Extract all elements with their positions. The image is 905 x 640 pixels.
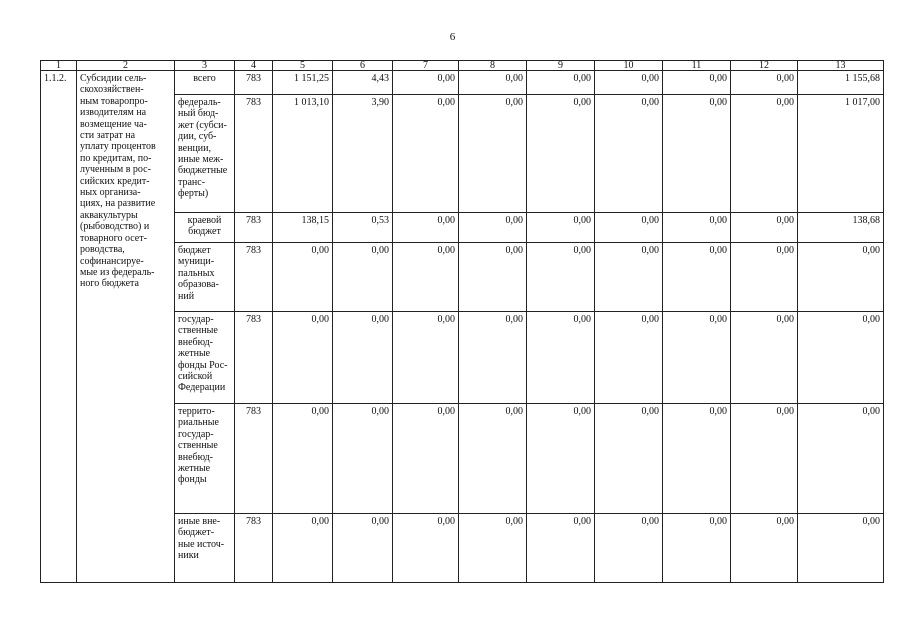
value-cell: 0,00 [459,95,527,213]
column-header: 9 [527,61,595,71]
value-cell: 0,00 [731,213,798,243]
value-cell: 0,00 [731,95,798,213]
value-cell: 0,00 [393,71,459,95]
value-cell: 0,00 [798,312,884,404]
value-cell: 0,00 [393,514,459,583]
value-cell: 1 013,10 [273,95,333,213]
value-cell: 0,00 [459,243,527,312]
value-cell: 0,00 [459,312,527,404]
value-cell: 0,00 [663,213,731,243]
value-cell: 0,00 [459,71,527,95]
column-header: 1 [41,61,77,71]
value-cell: 1 151,25 [273,71,333,95]
column-header: 4 [235,61,273,71]
value-cell: 0,00 [595,213,663,243]
column-header: 11 [663,61,731,71]
value-cell: 0,00 [333,514,393,583]
value-cell: 0,00 [393,95,459,213]
funding-source: иные вне- бюджет- ные источ- ники [175,514,235,583]
value-cell: 0,00 [731,71,798,95]
column-header: 10 [595,61,663,71]
value-cell: 0,00 [393,213,459,243]
value-cell: 0,00 [527,514,595,583]
funding-source: всего [175,71,235,95]
value-cell: 0,00 [333,404,393,514]
value-cell: 0,00 [393,243,459,312]
code-cell: 783 [235,312,273,404]
value-cell: 0,00 [595,404,663,514]
value-cell: 0,00 [273,404,333,514]
column-header: 5 [273,61,333,71]
code-cell: 783 [235,71,273,95]
value-cell: 0,00 [393,404,459,514]
value-cell: 0,00 [663,95,731,213]
value-cell: 0,00 [273,243,333,312]
column-header: 7 [393,61,459,71]
item-number: 1.1.2. [41,71,77,583]
value-cell: 0,00 [393,312,459,404]
value-cell: 0,00 [595,71,663,95]
item-description: Субсидии сель- скохозяйствен- ным товаропро- изводителям на возмещение ча- сти затрат на уплату процентов по кредитам, по- лученным в рос- сийских кредит- ных организа- циях, на развитие аквакультуры (рыбоводство) и товарного осет- роводства, софинансируе- мые из федераль- ного бюджета [77,71,175,583]
value-cell: 0,00 [663,71,731,95]
funding-source: краевой бюджет [175,213,235,243]
column-header: 8 [459,61,527,71]
page-number: 6 [449,31,456,43]
code-cell: 783 [235,404,273,514]
value-cell: 0,00 [459,404,527,514]
value-cell: 1 017,00 [798,95,884,213]
column-header: 2 [77,61,175,71]
funding-source: террито- риальные государ- ственные внебюд- жетные фонды [175,404,235,514]
value-cell: 0,00 [333,312,393,404]
table-row [41,71,884,95]
value-cell: 0,00 [333,243,393,312]
value-cell: 0,00 [731,243,798,312]
value-cell: 4,43 [333,71,393,95]
value-cell: 0,00 [798,514,884,583]
column-number-row [41,61,884,71]
value-cell: 0,00 [731,514,798,583]
code-cell: 783 [235,243,273,312]
code-cell: 783 [235,213,273,243]
value-cell: 0,00 [459,213,527,243]
value-cell: 0,00 [595,95,663,213]
value-cell: 0,00 [527,312,595,404]
value-cell: 0,00 [527,243,595,312]
value-cell: 0,00 [798,404,884,514]
value-cell: 0,00 [595,514,663,583]
funding-source: бюджет муници- пальных образова- ний [175,243,235,312]
value-cell: 0,00 [527,95,595,213]
column-header: 13 [798,61,884,71]
value-cell: 0,00 [595,312,663,404]
value-cell: 0,00 [731,312,798,404]
value-cell: 0,00 [663,404,731,514]
budget-table [40,60,884,583]
funding-source: федераль- ный бюд- жет (субси- дии, суб- венции, иные меж- бюджетные транс- ферты) [175,95,235,213]
value-cell: 0,00 [527,71,595,95]
funding-source: государ- ственные внебюд- жетные фонды Рос- сийской Федерации [175,312,235,404]
code-cell: 783 [235,95,273,213]
value-cell: 0,00 [595,243,663,312]
value-cell: 0,00 [663,312,731,404]
value-cell: 0,00 [273,312,333,404]
value-cell: 0,53 [333,213,393,243]
value-cell: 1 155,68 [798,71,884,95]
column-header: 12 [731,61,798,71]
value-cell: 0,00 [798,243,884,312]
code-cell: 783 [235,514,273,583]
value-cell: 0,00 [663,243,731,312]
value-cell: 0,00 [663,514,731,583]
value-cell: 0,00 [527,213,595,243]
value-cell: 138,68 [798,213,884,243]
value-cell: 138,15 [273,213,333,243]
value-cell: 0,00 [459,514,527,583]
column-header: 6 [333,61,393,71]
value-cell: 3,90 [333,95,393,213]
value-cell: 0,00 [527,404,595,514]
column-header: 3 [175,61,235,71]
value-cell: 0,00 [731,404,798,514]
value-cell: 0,00 [273,514,333,583]
